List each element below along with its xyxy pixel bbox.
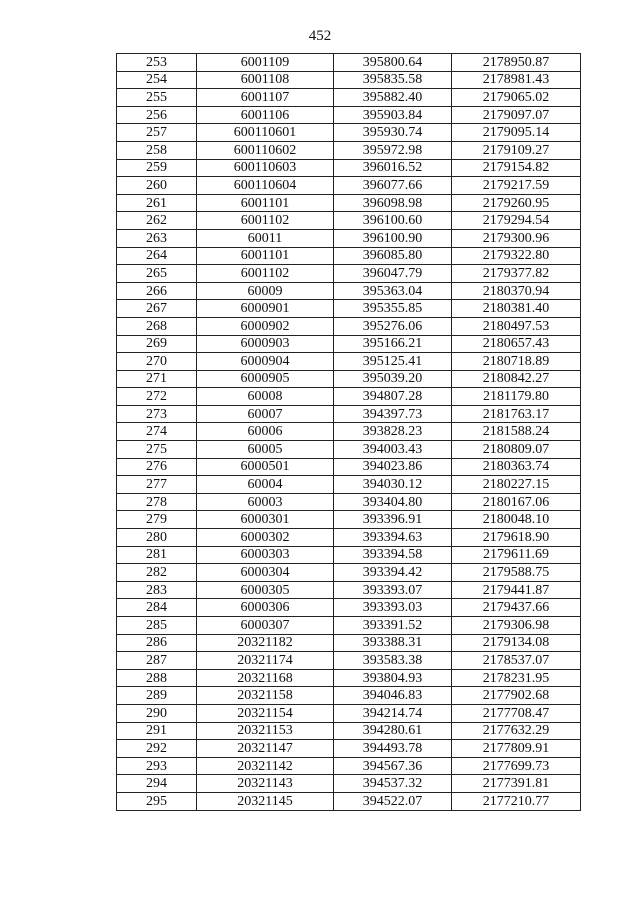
table-row <box>117 194 581 212</box>
point-id-cell: 6000303 <box>197 546 334 564</box>
point-id-cell: 6001108 <box>197 71 334 89</box>
x-coordinate-cell: 393828.23 <box>334 423 452 441</box>
x-coordinate-cell: 396085.80 <box>334 247 452 265</box>
y-coordinate-cell: 2179097.07 <box>452 106 581 124</box>
row-index-cell: 275 <box>117 441 197 459</box>
point-id-cell: 6000904 <box>197 353 334 371</box>
table-row <box>117 317 581 335</box>
y-coordinate-cell: 2177708.47 <box>452 704 581 722</box>
x-coordinate-cell: 396047.79 <box>334 265 452 283</box>
point-id-cell: 20321158 <box>197 687 334 705</box>
y-coordinate-cell: 2181179.80 <box>452 388 581 406</box>
y-coordinate-cell: 2180718.89 <box>452 353 581 371</box>
x-coordinate-cell: 395276.06 <box>334 317 452 335</box>
x-coordinate-cell: 394537.32 <box>334 775 452 793</box>
row-index-cell: 255 <box>117 89 197 107</box>
row-index-cell: 264 <box>117 247 197 265</box>
point-id-cell: 6001102 <box>197 265 334 283</box>
table-row <box>117 792 581 810</box>
table-row <box>117 493 581 511</box>
x-coordinate-cell: 395039.20 <box>334 370 452 388</box>
y-coordinate-cell: 2179217.59 <box>452 177 581 195</box>
row-index-cell: 258 <box>117 141 197 159</box>
row-index-cell: 278 <box>117 493 197 511</box>
y-coordinate-cell: 2179134.08 <box>452 634 581 652</box>
x-coordinate-cell: 393404.80 <box>334 493 452 511</box>
x-coordinate-cell: 394003.43 <box>334 441 452 459</box>
row-index-cell: 288 <box>117 669 197 687</box>
row-index-cell: 281 <box>117 546 197 564</box>
row-index-cell: 260 <box>117 177 197 195</box>
y-coordinate-cell: 2180167.06 <box>452 493 581 511</box>
point-id-cell: 60003 <box>197 493 334 511</box>
row-index-cell: 286 <box>117 634 197 652</box>
x-coordinate-cell: 394023.86 <box>334 458 452 476</box>
y-coordinate-cell: 2178981.43 <box>452 71 581 89</box>
x-coordinate-cell: 393804.93 <box>334 669 452 687</box>
point-id-cell: 60011 <box>197 229 334 247</box>
x-coordinate-cell: 393396.91 <box>334 511 452 529</box>
table-row <box>117 177 581 195</box>
row-index-cell: 253 <box>117 54 197 72</box>
y-coordinate-cell: 2179588.75 <box>452 564 581 582</box>
table-row <box>117 458 581 476</box>
x-coordinate-cell: 394030.12 <box>334 476 452 494</box>
table-row <box>117 212 581 230</box>
row-index-cell: 290 <box>117 704 197 722</box>
point-id-cell: 60007 <box>197 405 334 423</box>
row-index-cell: 269 <box>117 335 197 353</box>
table-row <box>117 581 581 599</box>
y-coordinate-cell: 2180809.07 <box>452 441 581 459</box>
y-coordinate-cell: 2181763.17 <box>452 405 581 423</box>
x-coordinate-cell: 395930.74 <box>334 124 452 142</box>
table-row <box>117 54 581 72</box>
point-id-cell: 6000307 <box>197 617 334 635</box>
row-index-cell: 262 <box>117 212 197 230</box>
x-coordinate-cell: 395972.98 <box>334 141 452 159</box>
point-id-cell: 600110603 <box>197 159 334 177</box>
point-id-cell: 600110604 <box>197 177 334 195</box>
x-coordinate-cell: 394522.07 <box>334 792 452 810</box>
y-coordinate-cell: 2179441.87 <box>452 581 581 599</box>
point-id-cell: 6000901 <box>197 300 334 318</box>
row-index-cell: 285 <box>117 617 197 635</box>
y-coordinate-cell: 2177632.29 <box>452 722 581 740</box>
point-id-cell: 6000304 <box>197 564 334 582</box>
y-coordinate-cell: 2181588.24 <box>452 423 581 441</box>
row-index-cell: 268 <box>117 317 197 335</box>
x-coordinate-cell: 393393.07 <box>334 581 452 599</box>
row-index-cell: 279 <box>117 511 197 529</box>
table-row <box>117 740 581 758</box>
row-index-cell: 267 <box>117 300 197 318</box>
x-coordinate-cell: 394280.61 <box>334 722 452 740</box>
y-coordinate-cell: 2177210.77 <box>452 792 581 810</box>
point-id-cell: 6001102 <box>197 212 334 230</box>
table-row <box>117 617 581 635</box>
x-coordinate-cell: 393394.58 <box>334 546 452 564</box>
point-id-cell: 6000301 <box>197 511 334 529</box>
table-row <box>117 141 581 159</box>
x-coordinate-cell: 395166.21 <box>334 335 452 353</box>
y-coordinate-cell: 2180363.74 <box>452 458 581 476</box>
y-coordinate-cell: 2180227.15 <box>452 476 581 494</box>
x-coordinate-cell: 393391.52 <box>334 617 452 635</box>
x-coordinate-cell: 395363.04 <box>334 282 452 300</box>
row-index-cell: 284 <box>117 599 197 617</box>
x-coordinate-cell: 395800.64 <box>334 54 452 72</box>
x-coordinate-cell: 393393.03 <box>334 599 452 617</box>
row-index-cell: 259 <box>117 159 197 177</box>
y-coordinate-cell: 2177699.73 <box>452 757 581 775</box>
x-coordinate-cell: 396077.66 <box>334 177 452 195</box>
row-index-cell: 261 <box>117 194 197 212</box>
point-id-cell: 60006 <box>197 423 334 441</box>
table-row <box>117 652 581 670</box>
point-id-cell: 6000306 <box>197 599 334 617</box>
table-row <box>117 265 581 283</box>
table-row <box>117 159 581 177</box>
y-coordinate-cell: 2177902.68 <box>452 687 581 705</box>
row-index-cell: 282 <box>117 564 197 582</box>
table-row <box>117 757 581 775</box>
point-id-cell: 20321145 <box>197 792 334 810</box>
x-coordinate-cell: 394807.28 <box>334 388 452 406</box>
table-row <box>117 511 581 529</box>
x-coordinate-cell: 394567.36 <box>334 757 452 775</box>
row-index-cell: 277 <box>117 476 197 494</box>
row-index-cell: 294 <box>117 775 197 793</box>
row-index-cell: 283 <box>117 581 197 599</box>
y-coordinate-cell: 2179260.95 <box>452 194 581 212</box>
x-coordinate-cell: 395355.85 <box>334 300 452 318</box>
y-coordinate-cell: 2179109.27 <box>452 141 581 159</box>
point-id-cell: 60009 <box>197 282 334 300</box>
table-row <box>117 546 581 564</box>
y-coordinate-cell: 2180370.94 <box>452 282 581 300</box>
table-row <box>117 71 581 89</box>
x-coordinate-cell: 393583.38 <box>334 652 452 670</box>
row-index-cell: 266 <box>117 282 197 300</box>
point-id-cell: 20321174 <box>197 652 334 670</box>
table-row <box>117 775 581 793</box>
x-coordinate-cell: 396100.90 <box>334 229 452 247</box>
y-coordinate-cell: 2179618.90 <box>452 529 581 547</box>
x-coordinate-cell: 394214.74 <box>334 704 452 722</box>
table-row <box>117 282 581 300</box>
row-index-cell: 254 <box>117 71 197 89</box>
table-row <box>117 335 581 353</box>
row-index-cell: 291 <box>117 722 197 740</box>
point-id-cell: 20321147 <box>197 740 334 758</box>
point-id-cell: 600110602 <box>197 141 334 159</box>
table-row <box>117 423 581 441</box>
x-coordinate-cell: 396100.60 <box>334 212 452 230</box>
x-coordinate-cell: 395882.40 <box>334 89 452 107</box>
point-id-cell: 6001106 <box>197 106 334 124</box>
y-coordinate-cell: 2179294.54 <box>452 212 581 230</box>
row-index-cell: 270 <box>117 353 197 371</box>
x-coordinate-cell: 394046.83 <box>334 687 452 705</box>
point-id-cell: 60005 <box>197 441 334 459</box>
point-id-cell: 60004 <box>197 476 334 494</box>
table-row <box>117 106 581 124</box>
point-id-cell: 20321142 <box>197 757 334 775</box>
table-row <box>117 722 581 740</box>
point-id-cell: 6001107 <box>197 89 334 107</box>
row-index-cell: 265 <box>117 265 197 283</box>
y-coordinate-cell: 2180048.10 <box>452 511 581 529</box>
table-row <box>117 704 581 722</box>
point-id-cell: 6000905 <box>197 370 334 388</box>
table-row <box>117 441 581 459</box>
row-index-cell: 273 <box>117 405 197 423</box>
point-id-cell: 6001109 <box>197 54 334 72</box>
coordinates-table <box>116 53 581 811</box>
row-index-cell: 295 <box>117 792 197 810</box>
row-index-cell: 276 <box>117 458 197 476</box>
row-index-cell: 256 <box>117 106 197 124</box>
x-coordinate-cell: 393394.42 <box>334 564 452 582</box>
table-row <box>117 564 581 582</box>
point-id-cell: 20321143 <box>197 775 334 793</box>
point-id-cell: 6000902 <box>197 317 334 335</box>
x-coordinate-cell: 393394.63 <box>334 529 452 547</box>
row-index-cell: 292 <box>117 740 197 758</box>
coordinates-table-body <box>117 54 581 811</box>
x-coordinate-cell: 395125.41 <box>334 353 452 371</box>
y-coordinate-cell: 2179306.98 <box>452 617 581 635</box>
y-coordinate-cell: 2180657.43 <box>452 335 581 353</box>
point-id-cell: 6000501 <box>197 458 334 476</box>
row-index-cell: 280 <box>117 529 197 547</box>
table-row <box>117 124 581 142</box>
y-coordinate-cell: 2180381.40 <box>452 300 581 318</box>
table-row <box>117 353 581 371</box>
point-id-cell: 6001101 <box>197 194 334 212</box>
x-coordinate-cell: 395903.84 <box>334 106 452 124</box>
row-index-cell: 289 <box>117 687 197 705</box>
point-id-cell: 60008 <box>197 388 334 406</box>
table-row <box>117 300 581 318</box>
table-row <box>117 529 581 547</box>
y-coordinate-cell: 2179611.69 <box>452 546 581 564</box>
table-row <box>117 687 581 705</box>
table-row <box>117 405 581 423</box>
table-row <box>117 388 581 406</box>
table-row <box>117 370 581 388</box>
row-index-cell: 263 <box>117 229 197 247</box>
table-row <box>117 599 581 617</box>
y-coordinate-cell: 2177391.81 <box>452 775 581 793</box>
y-coordinate-cell: 2180842.27 <box>452 370 581 388</box>
point-id-cell: 20321168 <box>197 669 334 687</box>
point-id-cell: 6000903 <box>197 335 334 353</box>
y-coordinate-cell: 2180497.53 <box>452 317 581 335</box>
x-coordinate-cell: 395835.58 <box>334 71 452 89</box>
x-coordinate-cell: 396016.52 <box>334 159 452 177</box>
y-coordinate-cell: 2177809.91 <box>452 740 581 758</box>
y-coordinate-cell: 2179154.82 <box>452 159 581 177</box>
x-coordinate-cell: 396098.98 <box>334 194 452 212</box>
page-number: 452 <box>308 28 332 44</box>
row-index-cell: 272 <box>117 388 197 406</box>
row-index-cell: 274 <box>117 423 197 441</box>
point-id-cell: 20321182 <box>197 634 334 652</box>
y-coordinate-cell: 2179065.02 <box>452 89 581 107</box>
table-row <box>117 229 581 247</box>
point-id-cell: 20321154 <box>197 704 334 722</box>
x-coordinate-cell: 394397.73 <box>334 405 452 423</box>
table-row <box>117 634 581 652</box>
y-coordinate-cell: 2179322.80 <box>452 247 581 265</box>
point-id-cell: 600110601 <box>197 124 334 142</box>
y-coordinate-cell: 2179300.96 <box>452 229 581 247</box>
table-row <box>117 476 581 494</box>
point-id-cell: 6000302 <box>197 529 334 547</box>
row-index-cell: 287 <box>117 652 197 670</box>
point-id-cell: 6000305 <box>197 581 334 599</box>
row-index-cell: 257 <box>117 124 197 142</box>
table-row <box>117 669 581 687</box>
y-coordinate-cell: 2179377.82 <box>452 265 581 283</box>
table-row <box>117 89 581 107</box>
row-index-cell: 293 <box>117 757 197 775</box>
point-id-cell: 6001101 <box>197 247 334 265</box>
y-coordinate-cell: 2179437.66 <box>452 599 581 617</box>
x-coordinate-cell: 394493.78 <box>334 740 452 758</box>
y-coordinate-cell: 2178231.95 <box>452 669 581 687</box>
y-coordinate-cell: 2178537.07 <box>452 652 581 670</box>
point-id-cell: 20321153 <box>197 722 334 740</box>
y-coordinate-cell: 2178950.87 <box>452 54 581 72</box>
y-coordinate-cell: 2179095.14 <box>452 124 581 142</box>
x-coordinate-cell: 393388.31 <box>334 634 452 652</box>
row-index-cell: 271 <box>117 370 197 388</box>
table-row <box>117 247 581 265</box>
